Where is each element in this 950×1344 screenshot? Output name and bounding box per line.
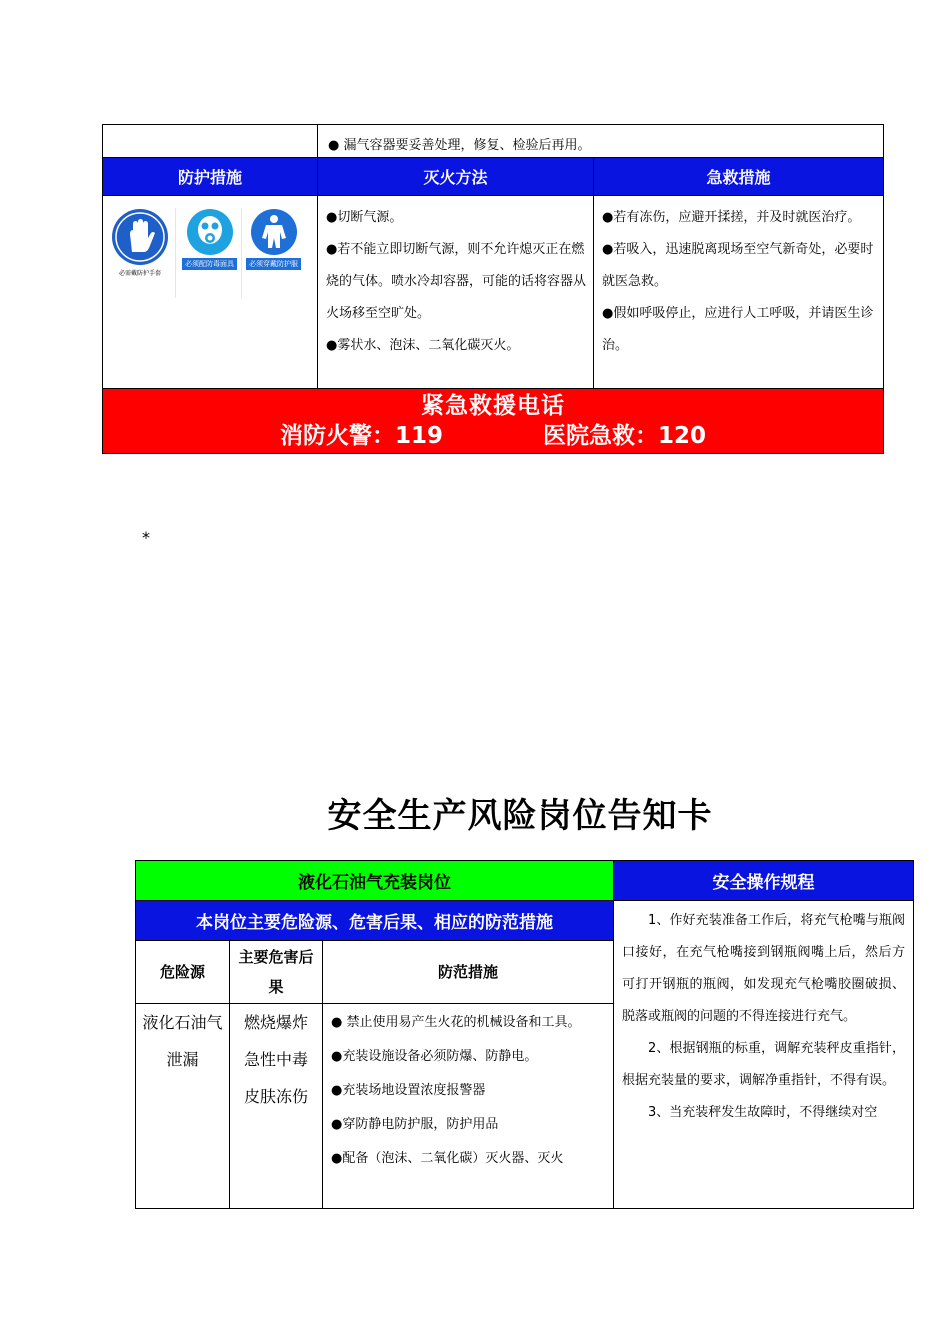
firefighting-header: 灭火方法 xyxy=(318,158,594,196)
risk-notice-card xyxy=(135,860,914,1209)
firefighting-item: ●若不能立即切断气源，则不允许熄灭正在燃烧的气体。喷水冷却容器，可能的话将容器从火场移至空旷处。 xyxy=(326,242,587,321)
consequence-item: 燃烧爆炸 xyxy=(243,1013,308,1032)
firefighting-item: ●切断气源。 xyxy=(326,210,403,225)
first-aid-item: ●若有冻伤，应避开揉搓，并及时就医治疗。 xyxy=(602,210,861,225)
hospital-phone: 医院急救：120 xyxy=(543,423,707,449)
fire-phone: 消防火警：119 xyxy=(279,423,443,449)
gas-mask-icon xyxy=(186,208,234,256)
hazard-card-continuation xyxy=(102,124,884,454)
gloves-caption: 必需戴防护手套 xyxy=(118,270,161,277)
leak-handling-cell xyxy=(318,125,884,158)
emergency-banner xyxy=(103,389,884,454)
measure-item: ●充装设施设备必须防爆、防静电。 xyxy=(331,1049,538,1064)
blank-cell xyxy=(103,125,318,158)
measure-item: ●配备（泡沫、二氧化碳）灭火器、灭火 xyxy=(331,1151,564,1166)
protective-suit-sign xyxy=(246,208,301,270)
hazard-cell: 液化石油气泄漏 xyxy=(136,1004,230,1209)
measures-cell xyxy=(323,1004,614,1209)
page-title: 安全生产风险岗位告知卡 xyxy=(327,796,713,836)
gas-mask-caption: 必须配防毒面具 xyxy=(182,258,237,270)
gas-mask-sign xyxy=(182,208,237,270)
protection-icons-cell xyxy=(103,196,318,389)
measure-item: ●充装场地设置浓度报警器 xyxy=(331,1083,486,1098)
emergency-title: 紧急救援电话 xyxy=(421,393,565,419)
procedure-step: 1、作好充装准备工作后，将充气枪嘴与瓶阀口接好，在充气枪嘴接到钢瓶阀嘴上后，然后方可打开钢瓶的瓶阀，如发现充气枪嘴胶圈破损、脱落或瓶阀的问题的不得连接进行充气。 xyxy=(622,913,906,1024)
consequence-cell xyxy=(230,1004,323,1209)
protective-suit-icon xyxy=(250,208,298,256)
procedure-step: 3、当充装秤发生故障时，不得继续对空 xyxy=(648,1105,878,1120)
protection-header: 防护措施 xyxy=(103,158,318,196)
post-name-header: 液化石油气充装岗位 xyxy=(136,861,614,901)
consequence-column-header: 主要危害后果 xyxy=(230,941,323,1004)
protective-suit-caption: 必须穿戴防护服 xyxy=(246,258,301,270)
firefighting-item: ●雾状水、泡沫、二氧化碳灭火。 xyxy=(326,338,520,353)
hazard-column-header: 危险源 xyxy=(136,941,230,1004)
asterisk-mark: * xyxy=(142,528,150,547)
measure-item: ●穿防静电防护服，防护用品 xyxy=(331,1117,499,1132)
first-aid-cell xyxy=(594,196,884,389)
measures-column-header: 防范措施 xyxy=(323,941,614,1004)
first-aid-header: 急救措施 xyxy=(594,158,884,196)
leak-handling-text: ● 漏气容器要妥善处理，修复、检验后再用。 xyxy=(328,138,591,153)
measure-item: ● 禁止使用易产生火花的机械设备和工具。 xyxy=(331,1015,581,1030)
firefighting-cell xyxy=(318,196,594,389)
consequence-item: 皮肤冻伤 xyxy=(243,1087,308,1106)
gloves-sign xyxy=(111,208,169,277)
first-aid-item: ●假如呼吸停止，应进行人工呼吸，并请医生诊治。 xyxy=(602,306,874,353)
gloves-icon xyxy=(111,208,169,266)
procedure-header: 安全操作规程 xyxy=(614,861,914,901)
consequence-item: 急性中毒 xyxy=(243,1050,308,1069)
procedure-cell xyxy=(614,901,914,1209)
procedure-step: 2、根据钢瓶的标重，调解充装秤皮重指针，根据充装量的要求，调解净重指针，不得有误。 xyxy=(622,1041,906,1088)
first-aid-item: ●若吸入，迅速脱离现场至空气新奇处，必要时就医急救。 xyxy=(602,242,874,289)
hazard-subheader: 本岗位主要危险源、危害后果、相应的防范措施 xyxy=(136,901,614,941)
